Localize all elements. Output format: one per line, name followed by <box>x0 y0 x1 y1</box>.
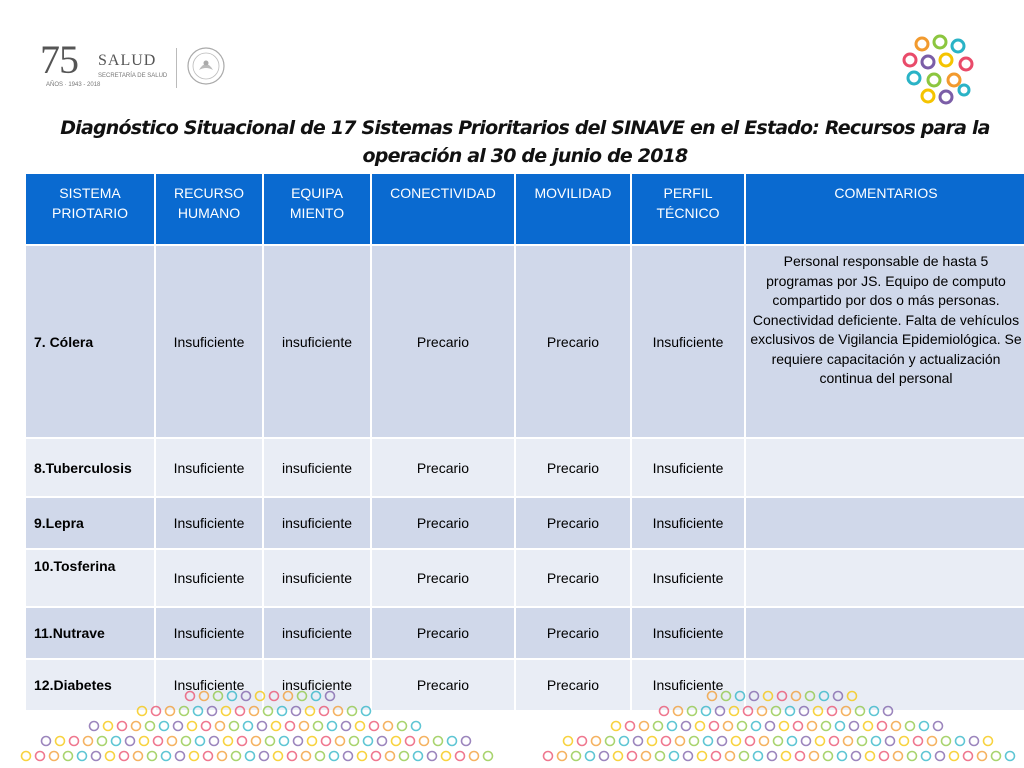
cell-comentarios <box>745 607 1024 659</box>
cell-perfil: Insuficiente <box>631 549 745 607</box>
cell-movilidad: Precario <box>515 245 631 438</box>
cell-conectividad: Precario <box>371 607 515 659</box>
cell-conectividad: Precario <box>371 245 515 438</box>
cell-conectividad: Precario <box>371 497 515 549</box>
cell-conectividad: Precario <box>371 659 515 711</box>
cell-perfil: Insuficiente <box>631 245 745 438</box>
table-header-row <box>25 173 1024 245</box>
cell-conectividad: Precario <box>371 549 515 607</box>
cell-recurso: Insuficiente <box>155 659 263 711</box>
cell-perfil: Insuficiente <box>631 607 745 659</box>
header-equipamiento: EQUIPA MIENTO <box>263 173 371 245</box>
brand-circles-logo <box>900 34 978 106</box>
cell-movilidad: Precario <box>515 438 631 497</box>
logo-anios-text: AÑOS · 1943 - 2018 <box>46 82 101 88</box>
mexico-seal-icon <box>186 46 226 86</box>
cell-equipamiento: insuficiente <box>263 497 371 549</box>
table-row <box>25 607 1024 659</box>
logo-75-anios: 75 <box>40 37 78 82</box>
cell-sistema: 12.Diabetes <box>25 659 155 711</box>
cell-comentarios: Personal responsable de hasta 5 programas por JS. Equipo de computo compartido por dos o más personas. Conectividad deficiente. Falta de vehículos exclusivos de Vigilancia Epidemiológica. Se requiere capacitación y actualización continua del personal <box>745 245 1024 438</box>
table-row <box>25 549 1024 607</box>
secretaria-salud-text: SECRETARÍA DE SALUD <box>98 73 168 79</box>
cell-movilidad: Precario <box>515 497 631 549</box>
header-recurso-humano: RECURSO HUMANO <box>155 173 263 245</box>
cell-conectividad: Precario <box>371 438 515 497</box>
table-row <box>25 245 1024 438</box>
decorative-circles-left <box>20 688 500 768</box>
page-title <box>60 114 990 170</box>
cell-movilidad: Precario <box>515 659 631 711</box>
cell-recurso: Insuficiente <box>155 438 263 497</box>
cell-movilidad: Precario <box>515 549 631 607</box>
cell-movilidad: Precario <box>515 607 631 659</box>
decorative-circles-right <box>540 688 1024 768</box>
cell-sistema: 11.Nutrave <box>25 607 155 659</box>
cell-recurso: Insuficiente <box>155 607 263 659</box>
cell-comentarios <box>745 549 1024 607</box>
header-comentarios: COMENTARIOS <box>745 173 1024 245</box>
cell-perfil: Insuficiente <box>631 497 745 549</box>
cell-comentarios <box>745 497 1024 549</box>
cell-sistema: 7. Cólera <box>25 245 155 438</box>
table-row <box>25 497 1024 549</box>
header-sistema: SISTEMA PRIOTARIO <box>25 173 155 245</box>
logo-divider <box>176 48 177 88</box>
page-title-line1: Diagnóstico Situacional de 17 Sistemas Prioritarios del SINAVE en el Estado: Recursos para la <box>60 117 990 139</box>
header-conectividad: CONECTIVIDAD <box>371 173 515 245</box>
cell-equipamiento: insuficiente <box>263 549 371 607</box>
header-logos <box>40 37 230 98</box>
header-movilidad: MOVILIDAD <box>515 173 631 245</box>
cell-equipamiento: insuficiente <box>263 607 371 659</box>
cell-recurso: Insuficiente <box>155 245 263 438</box>
cell-perfil: Insuficiente <box>631 659 745 711</box>
cell-sistema: 9.Lepra <box>25 497 155 549</box>
diagnostico-table <box>24 172 1024 712</box>
cell-recurso: Insuficiente <box>155 497 263 549</box>
table-row <box>25 438 1024 497</box>
cell-perfil: Insuficiente <box>631 438 745 497</box>
cell-comentarios <box>745 438 1024 497</box>
cell-equipamiento: insuficiente <box>263 245 371 438</box>
salud-logo-text: SALUD <box>98 52 157 69</box>
page-title-line2: operación al 30 de junio de 2018 <box>362 145 688 167</box>
cell-equipamiento: insuficiente <box>263 438 371 497</box>
cell-recurso: Insuficiente <box>155 549 263 607</box>
cell-equipamiento: insuficiente <box>263 659 371 711</box>
cell-sistema: 10.Tosferina <box>25 549 155 607</box>
header-perfil-tecnico: PERFIL TÉCNICO <box>631 173 745 245</box>
cell-sistema: 8.Tuberculosis <box>25 438 155 497</box>
